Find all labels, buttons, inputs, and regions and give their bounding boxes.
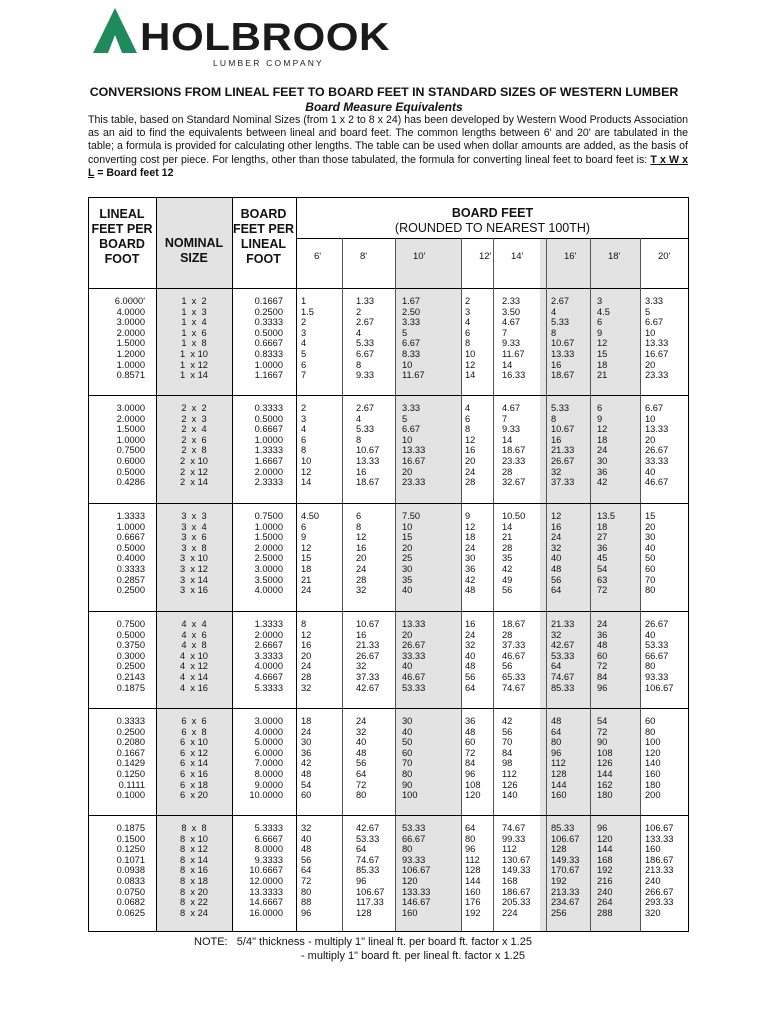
board-feet-per-foot-column: 0.7500 1.0000 1.5000 2.0000 2.5000 3.0000 3.5000 4.0000	[254, 511, 283, 596]
board-feet-18ft-column: 13.5 18 27 36 45 54 63 72	[597, 511, 616, 596]
board-feet-10ft-column: 1.67 2.50 3.33 5 6.67 8.33 10 11.67	[402, 296, 425, 381]
board-feet-16ft-column: 85.33 106.67 128 149.33 170.67 192 213.33 234.67 256	[551, 823, 580, 918]
board-feet-20ft-column: 3.33 5 6.67 10 13.33 16.67 20 23.33	[645, 296, 669, 381]
board-feet-per-foot-column: 0.3333 0.5000 0.6667 1.0000 1.3333 1.6667 2.0000 2.3333	[254, 403, 283, 488]
header-board: BOARD FEET PER LINEAL FOOT	[232, 207, 295, 266]
board-feet-14ft-column: 4.67 7 9.33 14 18.67 23.33 28 32.67	[502, 403, 526, 488]
header-board-feet-title: BOARD FEET	[451, 206, 534, 220]
board-feet-8ft-column: 24 32 40 48 56 64 72 80	[356, 716, 367, 801]
nominal-size-column: 3 x 3 3 x 4 3 x 6 3 x 8 3 x 10 3 x 12 3 x 14 3 x 16	[180, 511, 208, 596]
company-logo	[92, 6, 412, 70]
nominal-size-column: 4 x 4 4 x 6 4 x 8 4 x 10 4 x 12 4 x 14 4 x 16	[180, 619, 208, 693]
board-feet-12ft-column: 4 6 8 12 16 20 24 28	[465, 403, 476, 488]
group-divider	[89, 815, 688, 816]
board-feet-14ft-column: 2.33 3.50 4.67 7 9.33 11.67 14 16.33	[502, 296, 526, 381]
board-feet-10ft-column: 53.33 66.67 80 93.33 106.67 120 133.33 146.67 160	[402, 823, 431, 918]
group-divider	[89, 611, 688, 612]
header-board-feet-sub: (ROUNDED TO NEAREST 100TH)	[394, 221, 591, 235]
board-feet-14ft-column: 74.67 99.33 112 130.67 149.33 168 186.67 205.33 224	[502, 823, 531, 918]
board-feet-18ft-column: 54 72 90 108 126 144 162 180	[597, 716, 613, 801]
board-feet-6ft-column: 1 1.5 2 3 4 5 6 7	[301, 296, 314, 381]
header-nominal: NOMINAL SIZE	[164, 236, 224, 265]
length-header-row	[296, 238, 688, 288]
logo-tagline: LUMBER COMPANY	[213, 58, 324, 68]
board-feet-18ft-column: 3 4.5 6 9 12 15 18 21	[597, 296, 610, 381]
board-feet-16ft-column: 48 64 80 96 112 128 144 160	[551, 716, 567, 801]
thickness-note: NOTE: 5/4" thickness - multiply 1" lineal ft. per board ft. factor x 1.25 - multiply 1" board ft. per lineal ft. factor x 1.25	[194, 936, 532, 962]
board-feet-8ft-column: 2.67 4 5.33 8 10.67 13.33 16 18.67	[356, 403, 380, 488]
board-feet-18ft-column: 6 9 12 18 24 30 36 42	[597, 403, 608, 488]
board-feet-6ft-column: 4.50 6 9 12 15 18 21 24	[301, 511, 320, 596]
intro-text: This table, based on Standard Nominal Sizes (from 1 x 2 to 8 x 24) has been developed by Western Wood Products Association as an aid to find the equivalents between lineal and board feet. The common lengths between 6' and 20' are tabulated in the table; a formula is provided for calculating other lengths. The table can be used when dollar amounts are added, as the basis of converting cost per piece. For lengths, other than those tabulated, the formula for converting lineal feet to board feet is:	[88, 114, 688, 166]
intro-paragraph	[88, 114, 688, 180]
tree-icon	[92, 7, 138, 53]
board-feet-20ft-column: 15 20 30 40 50 60 70 80	[645, 511, 656, 596]
board-feet-10ft-column: 3.33 5 6.67 10 13.33 16.67 20 23.33	[402, 403, 426, 488]
nominal-size-column: 8 x 8 8 x 10 8 x 12 8 x 14 8 x 16 8 x 18 8 x 20 8 x 22 8 x 24	[180, 823, 208, 918]
group-divider	[89, 395, 688, 396]
nominal-size-column: 1 x 2 1 x 3 1 x 4 1 x 6 1 x 8 1 x 10 1 x 12 1 x 14	[180, 296, 208, 381]
lineal-feet-column: 3.0000 2.0000 1.5000 1.0000 0.7500 0.6000 0.5000 0.4286	[116, 403, 145, 488]
length-label-12ft: 12'	[479, 251, 492, 262]
board-feet-10ft-column: 13.33 20 26.67 33.33 40 46.67 53.33	[402, 619, 426, 693]
length-column-divider	[461, 238, 462, 931]
lineal-feet-column: 6.0000' 4.0000 3.0000 2.0000 1.5000 1.2000 1.0000 0.8571	[114, 296, 145, 381]
conversion-table	[88, 197, 689, 932]
board-feet-20ft-column: 26.67 40 53.33 66.67 80 93.33 106.67	[645, 619, 674, 693]
length-label-6ft: 6'	[314, 251, 322, 262]
nominal-size-column: 6 x 6 6 x 8 6 x 10 6 x 12 6 x 14 6 x 16 6 x 18 6 x 20	[180, 716, 208, 801]
board-feet-20ft-column: 106.67 133.33 160 186.67 213.33 240 266.67 293.33 320	[645, 823, 674, 918]
logo-wordmark: HOLBROOK	[140, 16, 391, 59]
length-label-10ft: 10'	[413, 251, 426, 262]
board-feet-per-foot-column: 3.0000 4.0000 5.0000 6.0000 7.0000 8.0000 9.0000 10.0000	[249, 716, 283, 801]
board-feet-8ft-column: 10.67 16 21.33 26.67 32 37.33 42.67	[356, 619, 380, 693]
page-subtitle: Board Measure Equivalents	[305, 100, 463, 114]
board-feet-16ft-column: 21.33 32 42.67 53.33 64 74.67 85.33	[551, 619, 575, 693]
length-label-8ft: 8'	[360, 251, 368, 262]
board-feet-6ft-column: 2 3 4 6 8 10 12 14	[301, 403, 312, 488]
board-feet-per-foot-column: 5.3333 6.6667 8.0000 9.3333 10.6667 12.0000 13.3333 14.6667 16.0000	[249, 823, 283, 918]
board-feet-18ft-column: 96 120 144 168 192 216 240 264 288	[597, 823, 613, 918]
board-feet-8ft-column: 6 8 12 16 20 24 28 32	[356, 511, 367, 596]
table-header	[89, 198, 688, 289]
board-feet-12ft-column: 9 12 18 24 30 36 42 48	[465, 511, 476, 596]
column-divider	[156, 198, 157, 931]
board-feet-18ft-column: 24 36 48 60 72 84 96	[597, 619, 608, 693]
board-feet-6ft-column: 8 12 16 20 24 28 32	[301, 619, 312, 693]
length-label-14ft: 14'	[511, 251, 524, 262]
header-board-feet	[297, 206, 688, 236]
nominal-size-column: 2 x 2 2 x 3 2 x 4 2 x 6 2 x 8 2 x 10 2 x 12 2 x 14	[180, 403, 208, 488]
header-lineal: LINEAL FEET PER BOARD FOOT	[91, 207, 153, 266]
column-divider	[296, 198, 297, 931]
board-feet-16ft-column: 5.33 8 10.67 16 21.33 26.67 32 37.33	[551, 403, 575, 488]
board-feet-20ft-column: 6.67 10 13.33 20 26.67 33.33 40 46.67	[645, 403, 669, 488]
group-divider	[89, 503, 688, 504]
board-feet-10ft-column: 30 40 50 60 70 80 90 100	[402, 716, 418, 801]
length-label-16ft: 16'	[564, 251, 577, 262]
board-feet-per-foot-column: 1.3333 2.0000 2.6667 3.3333 4.0000 4.6667 5.3333	[254, 619, 283, 693]
board-feet-6ft-column: 18 24 30 36 42 48 54 60	[301, 716, 312, 801]
formula-expression: T x W x L	[88, 153, 688, 179]
lineal-feet-column: 0.1875 0.1500 0.1250 0.1071 0.0938 0.0833 0.0750 0.0682 0.0625	[116, 823, 145, 918]
board-feet-14ft-column: 10.50 14 21 28 35 42 49 56	[502, 511, 526, 596]
board-feet-8ft-column: 42.67 53.33 64 74.67 85.33 96 106.67 117.33 128	[356, 823, 385, 918]
board-feet-16ft-column: 2.67 4 5.33 8 10.67 13.33 16 18.67	[551, 296, 575, 381]
board-feet-12ft-column: 2 3 4 6 8 10 12 14	[465, 296, 476, 381]
length-label-18ft: 18'	[608, 251, 621, 262]
board-feet-6ft-column: 32 40 48 56 64 72 80 88 96	[301, 823, 312, 918]
group-divider	[89, 708, 688, 709]
page-title: CONVERSIONS FROM LINEAL FEET TO BOARD FEET IN STANDARD SIZES OF WESTERN LUMBER	[89, 85, 679, 99]
board-feet-per-foot-column: 0.1667 0.2500 0.3333 0.5000 0.6667 0.8333 1.0000 1.1667	[254, 296, 283, 381]
length-label-20ft: 20'	[658, 251, 671, 262]
lineal-feet-column: 0.7500 0.5000 0.3750 0.3000 0.2500 0.2143 0.1875	[116, 619, 145, 693]
board-feet-14ft-column: 18.67 28 37.33 46.67 56 65.33 74.67	[502, 619, 526, 693]
board-feet-8ft-column: 1.33 2 2.67 4 5.33 6.67 8 9.33	[356, 296, 375, 381]
lineal-feet-column: 1.3333 1.0000 0.6667 0.5000 0.4000 0.3333 0.2857 0.2500	[116, 511, 145, 596]
board-feet-12ft-column: 64 80 96 112 128 144 160 176 192	[465, 823, 481, 918]
board-feet-10ft-column: 7.50 10 15 20 25 30 35 40	[402, 511, 421, 596]
formula-result: = Board feet 12	[94, 166, 174, 179]
board-feet-16ft-column: 12 16 24 32 40 48 56 64	[551, 511, 562, 596]
board-feet-20ft-column: 60 80 100 120 140 160 180 200	[645, 716, 661, 801]
lineal-feet-column: 0.3333 0.2500 0.2080 0.1667 0.1429 0.1250 0.1111 0.1000	[116, 716, 145, 801]
board-feet-12ft-column: 36 48 60 72 84 96 108 120	[465, 716, 481, 801]
board-feet-14ft-column: 42 56 70 84 98 112 126 140	[502, 716, 518, 801]
board-feet-12ft-column: 16 24 32 40 48 56 64	[465, 619, 476, 693]
